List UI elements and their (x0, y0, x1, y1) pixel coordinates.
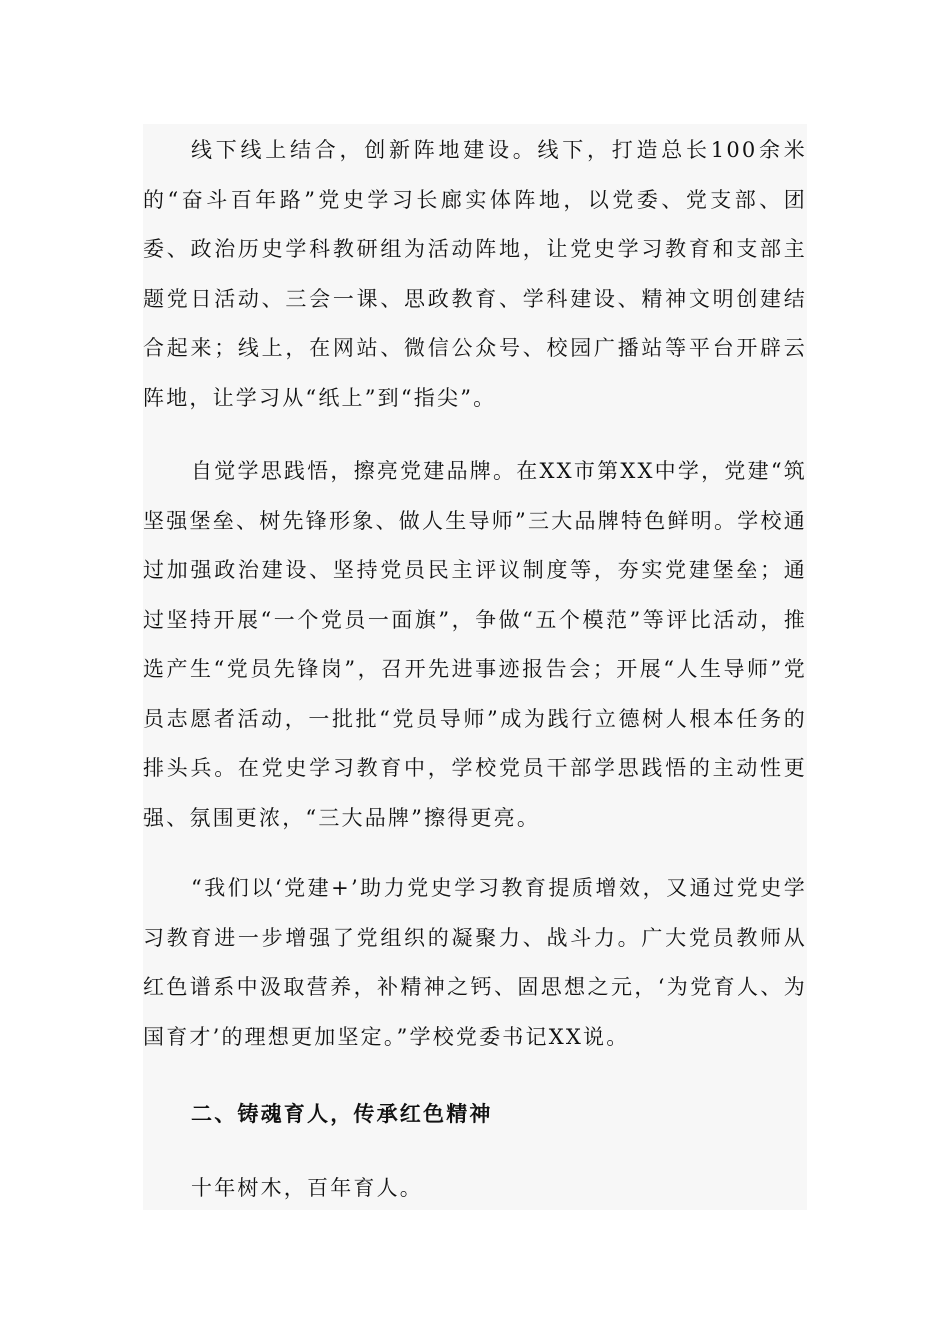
paragraph-positions-construction: 线下线上结合，创新阵地建设。线下，打造总长100余米的“奋斗百年路”党史学习长廊实体阵地，以党委、党支部、团委、政治历史学科教研组为活动阵地，让党史学习教育和支部主题党日活动、三会一课、思政教育、学科建设、精神文明创建结合起来；线上，在网站、微信公众号、校园广播站等平台开辟云阵地，让学习从“纸上”到“指尖”。 (143, 138, 807, 410)
paragraph-secretary-quote: “我们以‘党建+’助力党史学习教育提质增效，又通过党史学习教育进一步增强了党组织的凝聚力、战斗力。广大党员教师从红色谱系中汲取营养，补精神之钙、固思想之元，‘为党育人、为国育才’的理想更加坚定。”学校党委书记XX说。 (143, 876, 807, 1049)
section-heading: 二、铸魂育人，传承红色精神 (191, 1101, 493, 1126)
paragraph-closing-line: 十年树木，百年育人。 (191, 1176, 423, 1200)
paragraph-party-brand: 自觉学思践悟，擦亮党建品牌。在XX市第XX中学，党建“筑坚强堡垒、树先锋形象、做人生导师”三大品牌特色鲜明。学校通过加强政治建设、坚持党员民主评议制度等，夯实党建堡垒；通过坚持开展“一个党员一面旗”，争做“五个模范”等评比活动，推选产生“党员先锋岗”，召开先进事迹报告会；开展“人生导师”党员志愿者活动，一批批“党员导师”成为践行立德树人根本任务的排头兵。在党史学习教育中，学校党员干部学思践悟的主动性更强、氛围更浓，“三大品牌”擦得更亮。 (143, 459, 807, 830)
